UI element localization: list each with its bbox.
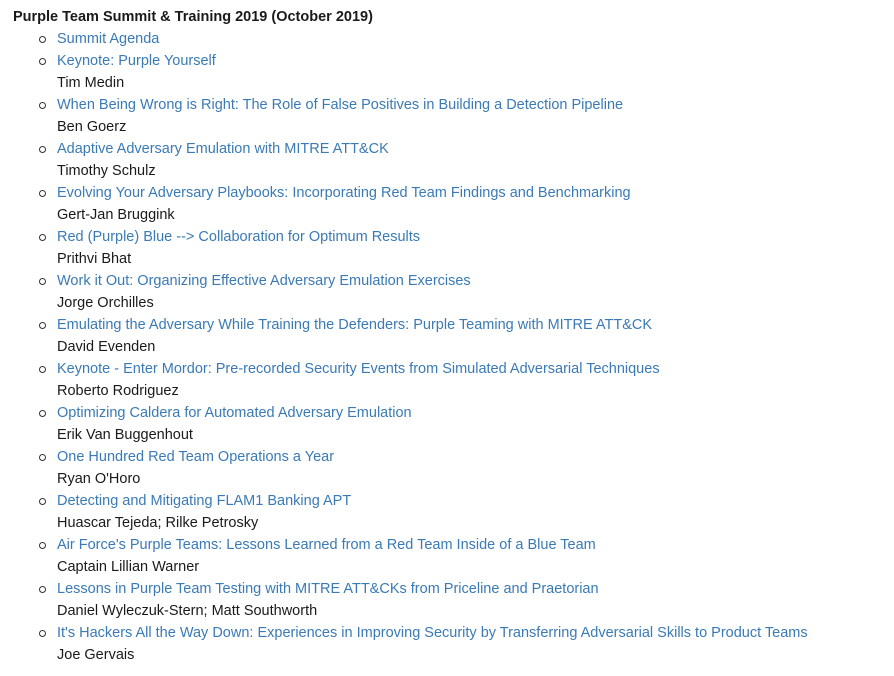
list-item [57, 270, 894, 314]
speaker-name: Jorge Orchilles [57, 295, 154, 311]
circle-bullet-icon [39, 234, 46, 241]
speaker-name: Roberto Rodriguez [57, 383, 179, 399]
speaker-name: Tim Medin [57, 75, 125, 91]
speaker-name: Ben Goerz [57, 119, 127, 135]
list-item [57, 182, 894, 226]
speaker-name: Timothy Schulz [57, 163, 156, 179]
list-item [57, 226, 894, 270]
circle-bullet-icon [39, 454, 46, 461]
talk-title-link[interactable]: Keynote: Purple Yourself [57, 53, 216, 69]
list-item [57, 490, 894, 534]
talk-title-link[interactable]: Air Force's Purple Teams: Lessons Learned from a Red Team Inside of a Blue Team [57, 537, 596, 553]
circle-bullet-icon [39, 146, 46, 153]
list-item [57, 28, 894, 50]
talk-title-link[interactable]: Emulating the Adversary While Training the Defenders: Purple Teaming with MITRE ATT&CK [57, 317, 653, 333]
list-item [57, 446, 894, 490]
talk-title-link[interactable]: Adaptive Adversary Emulation with MITRE ATT&CK [57, 141, 389, 157]
circle-bullet-icon [39, 190, 46, 197]
speaker-name: Daniel Wyleczuk-Stern; Matt Southworth [57, 603, 318, 619]
talk-title-link[interactable]: Summit Agenda [57, 31, 160, 47]
circle-bullet-icon [39, 498, 46, 505]
talk-title-link[interactable]: Optimizing Caldera for Automated Adversary Emulation [57, 405, 412, 421]
talk-title-link[interactable]: It's Hackers All the Way Down: Experiences in Improving Security by Transferring Adversarial Skills to Product Teams [57, 625, 808, 641]
talk-title-link[interactable]: Work it Out: Organizing Effective Adversary Emulation Exercises [57, 273, 471, 289]
circle-bullet-icon [39, 36, 46, 43]
list-item [57, 358, 894, 402]
list-item [57, 622, 894, 666]
talk-title-link[interactable]: Detecting and Mitigating FLAM1 Banking APT [57, 493, 352, 509]
talk-list [13, 28, 894, 666]
list-item [57, 50, 894, 94]
speaker-name: David Evenden [57, 339, 156, 355]
list-item [57, 138, 894, 182]
talk-title-link[interactable]: One Hundred Red Team Operations a Year [57, 449, 335, 465]
speaker-name: Captain Lillian Warner [57, 559, 200, 575]
list-item [57, 534, 894, 578]
talk-title-link[interactable]: Keynote - Enter Mordor: Pre-recorded Security Events from Simulated Adversarial Techniques [57, 361, 660, 377]
talk-title-link[interactable]: Lessons in Purple Team Testing with MITRE ATT&CKs from Priceline and Praetorian [57, 581, 599, 597]
list-item [57, 578, 894, 622]
speaker-name: Gert-Jan Bruggink [57, 207, 175, 223]
circle-bullet-icon [39, 410, 46, 417]
list-item [57, 402, 894, 446]
circle-bullet-icon [39, 102, 46, 109]
circle-bullet-icon [39, 322, 46, 329]
circle-bullet-icon [39, 366, 46, 373]
circle-bullet-icon [39, 542, 46, 549]
list-item [57, 94, 894, 138]
circle-bullet-icon [39, 586, 46, 593]
talk-title-link[interactable]: Red (Purple) Blue --> Collaboration for Optimum Results [57, 229, 421, 245]
circle-bullet-icon [39, 58, 46, 65]
list-item [57, 314, 894, 358]
speaker-name: Prithvi Bhat [57, 251, 132, 267]
circle-bullet-icon [39, 278, 46, 285]
speaker-name: Huascar Tejeda; Rilke Petrosky [57, 515, 259, 531]
talk-title-link[interactable]: Evolving Your Adversary Playbooks: Incorporating Red Team Findings and Benchmarking [57, 185, 631, 201]
speaker-name: Ryan O'Horo [57, 471, 141, 487]
circle-bullet-icon [39, 630, 46, 637]
speaker-name: Joe Gervais [57, 647, 135, 663]
section-title: Purple Team Summit & Training 2019 (October 2019) [13, 9, 373, 25]
talk-title-link[interactable]: When Being Wrong is Right: The Role of False Positives in Building a Detection Pipeline [57, 97, 624, 113]
speaker-name: Erik Van Buggenhout [57, 427, 193, 443]
